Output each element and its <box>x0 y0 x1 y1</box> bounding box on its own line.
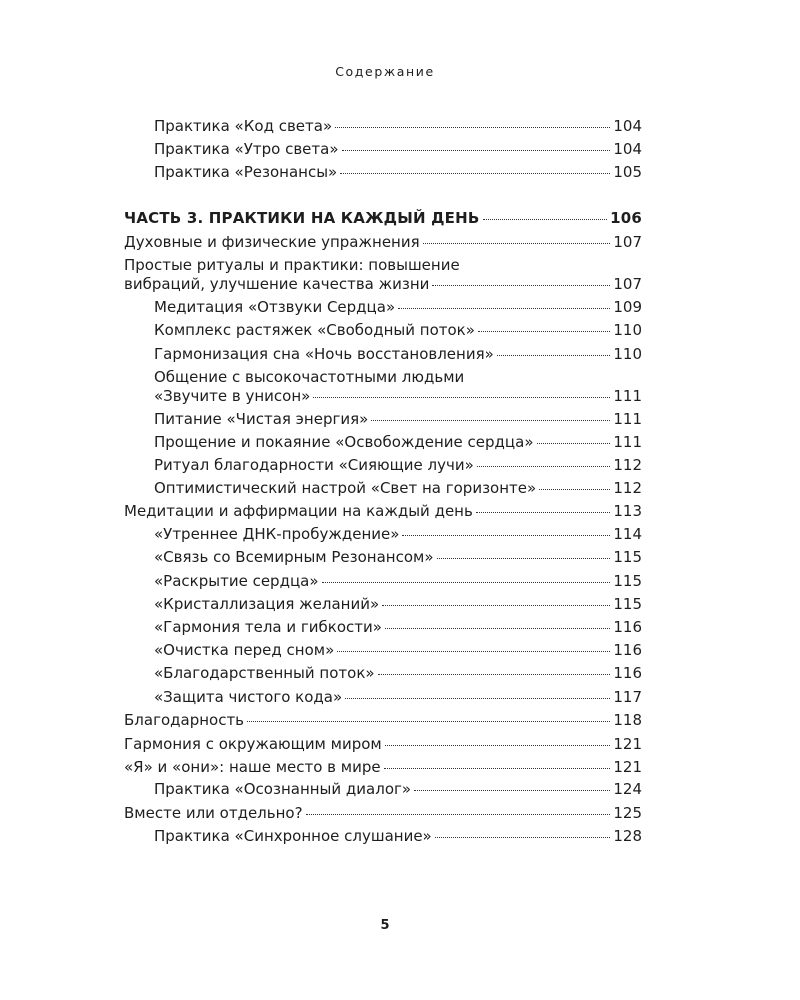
toc-entry-title: Практика «Осознанный диалог» <box>154 780 412 798</box>
toc-entry-title: Гармонизация сна «Ночь восстановления» <box>154 345 494 363</box>
toc-entry-pitanie[interactable] <box>154 408 642 430</box>
toc-entry-blag-potok[interactable] <box>154 662 642 684</box>
toc-entry-page: 104 <box>613 117 642 135</box>
toc-entry-slushanie[interactable] <box>154 825 642 847</box>
toc-entry-blagodarnost-ritual[interactable] <box>154 454 642 476</box>
toc-entry-title: Медитация «Отзвуки Сердца» <box>154 298 396 316</box>
toc-entry-title: «Раскрытие сердца» <box>154 572 319 590</box>
dot-leader <box>423 243 611 244</box>
toc-entry-ya-oni[interactable] <box>124 756 642 778</box>
toc-entry-page: 116 <box>613 664 642 682</box>
toc-entry-utro-sveta[interactable] <box>154 138 642 160</box>
toc-entry-zashchita[interactable] <box>154 686 642 708</box>
toc-entry-page: 107 <box>613 233 642 251</box>
dot-leader <box>432 285 610 286</box>
dot-leader <box>414 790 610 791</box>
toc-entry-page: 124 <box>613 780 642 798</box>
toc-entry-kod-sveta[interactable] <box>154 115 642 137</box>
toc-entry-page: 110 <box>613 321 642 339</box>
toc-entry-meditacii[interactable] <box>124 500 642 522</box>
toc-entry-page: 115 <box>613 572 642 590</box>
dot-leader <box>378 674 611 675</box>
toc-entry-title: «Я» и «они»: наше место в мире <box>124 758 381 776</box>
toc-entry-otzvuki[interactable] <box>154 296 642 318</box>
toc-entry-page: 128 <box>613 827 642 845</box>
toc-entry-page: 107 <box>613 275 642 293</box>
toc-entry-title: Практика «Утро света» <box>154 140 339 158</box>
toc-entry-svyaz[interactable] <box>154 546 642 568</box>
toc-entry-page: 121 <box>613 735 642 753</box>
toc-entry-page: 111 <box>613 410 642 428</box>
toc-entry-title: «Очистка перед сном» <box>154 641 335 659</box>
dot-leader <box>337 651 610 652</box>
toc-entry-uprazhneniya[interactable] <box>124 231 642 253</box>
toc-entry-page: 115 <box>613 548 642 566</box>
toc-entry-title: ЧАСТЬ 3. ПРАКТИКИ НА КАЖДЫЙ ДЕНЬ <box>124 209 480 227</box>
toc-entry-rastyazhki[interactable] <box>154 319 642 341</box>
toc-entry-title: «Кристаллизация желаний» <box>154 595 380 613</box>
toc-entry-page: 115 <box>613 595 642 613</box>
dot-leader <box>398 308 610 309</box>
dot-leader <box>342 150 611 151</box>
dot-leader <box>435 837 611 838</box>
dot-leader <box>335 127 610 128</box>
toc-entry-page: 111 <box>613 433 642 451</box>
toc-entry-dnk[interactable] <box>154 523 642 545</box>
toc-entry-title: «Звучите в унисон» <box>154 387 311 405</box>
dot-leader <box>385 745 611 746</box>
toc-entry-title: «Гармония тела и гибкости» <box>154 618 382 636</box>
dot-leader <box>382 605 610 606</box>
toc-entry-garmoniya-mir[interactable] <box>124 733 642 755</box>
dot-leader <box>476 512 611 513</box>
page-number: 5 <box>380 918 390 933</box>
dot-leader <box>478 331 610 332</box>
toc-entry-title: Медитации и аффирмации на каждый день <box>124 502 473 520</box>
toc-entry-rituals-line1[interactable]: Простые ритуалы и практики: повышение <box>124 256 460 274</box>
toc-entry-dialog[interactable] <box>154 778 642 800</box>
toc-entry-page: 110 <box>613 345 642 363</box>
toc-entry-page: 104 <box>613 140 642 158</box>
toc-entry-title: Духовные и физические упражнения <box>124 233 420 251</box>
toc-entry-page: 117 <box>613 688 642 706</box>
dot-leader <box>371 420 610 421</box>
toc-entry-title: вибраций, улучшение качества жизни <box>124 275 430 293</box>
toc-entry-title: Ритуал благодарности «Сияющие лучи» <box>154 456 474 474</box>
dot-leader <box>477 466 611 467</box>
toc-entry-title: Практика «Резонансы» <box>154 163 338 181</box>
toc-entry-page: 118 <box>613 711 642 729</box>
toc-entry-page: 114 <box>613 525 642 543</box>
toc-entry-page: 109 <box>613 298 642 316</box>
toc-entry-title: Практика «Код света» <box>154 117 333 135</box>
toc-entry-optimizm[interactable] <box>154 477 642 499</box>
toc-entry-title: Прощение и покаяние «Освобождение сердца» <box>154 433 534 451</box>
dot-leader <box>385 628 610 629</box>
dot-leader <box>322 582 611 583</box>
toc-entry-son[interactable] <box>154 343 642 365</box>
toc-entry-title: Питание «Чистая энергия» <box>154 410 369 428</box>
toc-entry-title: Гармония с окружающим миром <box>124 735 382 753</box>
dot-leader <box>497 355 611 356</box>
toc-entry-page: 105 <box>613 163 642 181</box>
dot-leader <box>306 814 611 815</box>
toc-entry-kristallizaciya[interactable] <box>154 593 642 615</box>
toc-entry-page: 112 <box>613 479 642 497</box>
toc-entry-raskrytie[interactable] <box>154 570 642 592</box>
toc-entry-title: Благодарность <box>124 711 245 729</box>
toc-entry-title: «Защита чистого кода» <box>154 688 343 706</box>
dot-leader <box>384 768 611 769</box>
toc-entry-title: «Утреннее ДНК-пробуждение» <box>154 525 400 543</box>
dot-leader <box>539 489 610 490</box>
toc-entry-obshchenie-line1[interactable]: Общение с высокочастотными людьми <box>154 368 465 386</box>
toc-entry-vmeste[interactable] <box>124 802 642 824</box>
toc-entry-blagodarnost[interactable] <box>124 709 642 731</box>
toc-entry-ochistka[interactable] <box>154 639 642 661</box>
running-header: Содержание <box>335 64 435 79</box>
dot-leader <box>313 397 610 398</box>
dot-leader <box>345 698 610 699</box>
toc-entry-page: 121 <box>613 758 642 776</box>
toc-entry-page: 116 <box>613 618 642 636</box>
toc-entry-rezonansy[interactable] <box>154 161 642 183</box>
toc-entry-garmoniya-tela[interactable] <box>154 616 642 638</box>
toc-entry-title: Вместе или отдельно? <box>124 804 303 822</box>
toc-entry-rituals[interactable] <box>124 273 642 295</box>
toc-entry-page: 125 <box>613 804 642 822</box>
toc-entry-page: 116 <box>613 641 642 659</box>
toc-entry-obshchenie[interactable] <box>154 385 642 407</box>
toc-entry-page: 112 <box>613 456 642 474</box>
dot-leader <box>247 721 610 722</box>
toc-entry-title: Практика «Синхронное слушание» <box>154 827 432 845</box>
toc-entry-title: Комплекс растяжек «Свободный поток» <box>154 321 475 339</box>
dot-leader <box>402 535 610 536</box>
toc-entry-page: 111 <box>613 387 642 405</box>
toc-entry-title: «Связь со Всемирным Резонансом» <box>154 548 434 566</box>
dot-leader <box>483 219 608 220</box>
toc-entry-title: Оптимистический настрой «Свет на горизонте» <box>154 479 537 497</box>
dot-leader <box>537 443 611 444</box>
toc-part-3[interactable] <box>124 207 642 229</box>
toc-entry-page: 113 <box>613 502 642 520</box>
dot-leader <box>437 558 611 559</box>
toc-entry-proshchenie[interactable] <box>154 431 642 453</box>
toc-entry-title: «Благодарственный поток» <box>154 664 375 682</box>
toc-entry-page: 106 <box>610 209 642 227</box>
dot-leader <box>340 173 610 174</box>
